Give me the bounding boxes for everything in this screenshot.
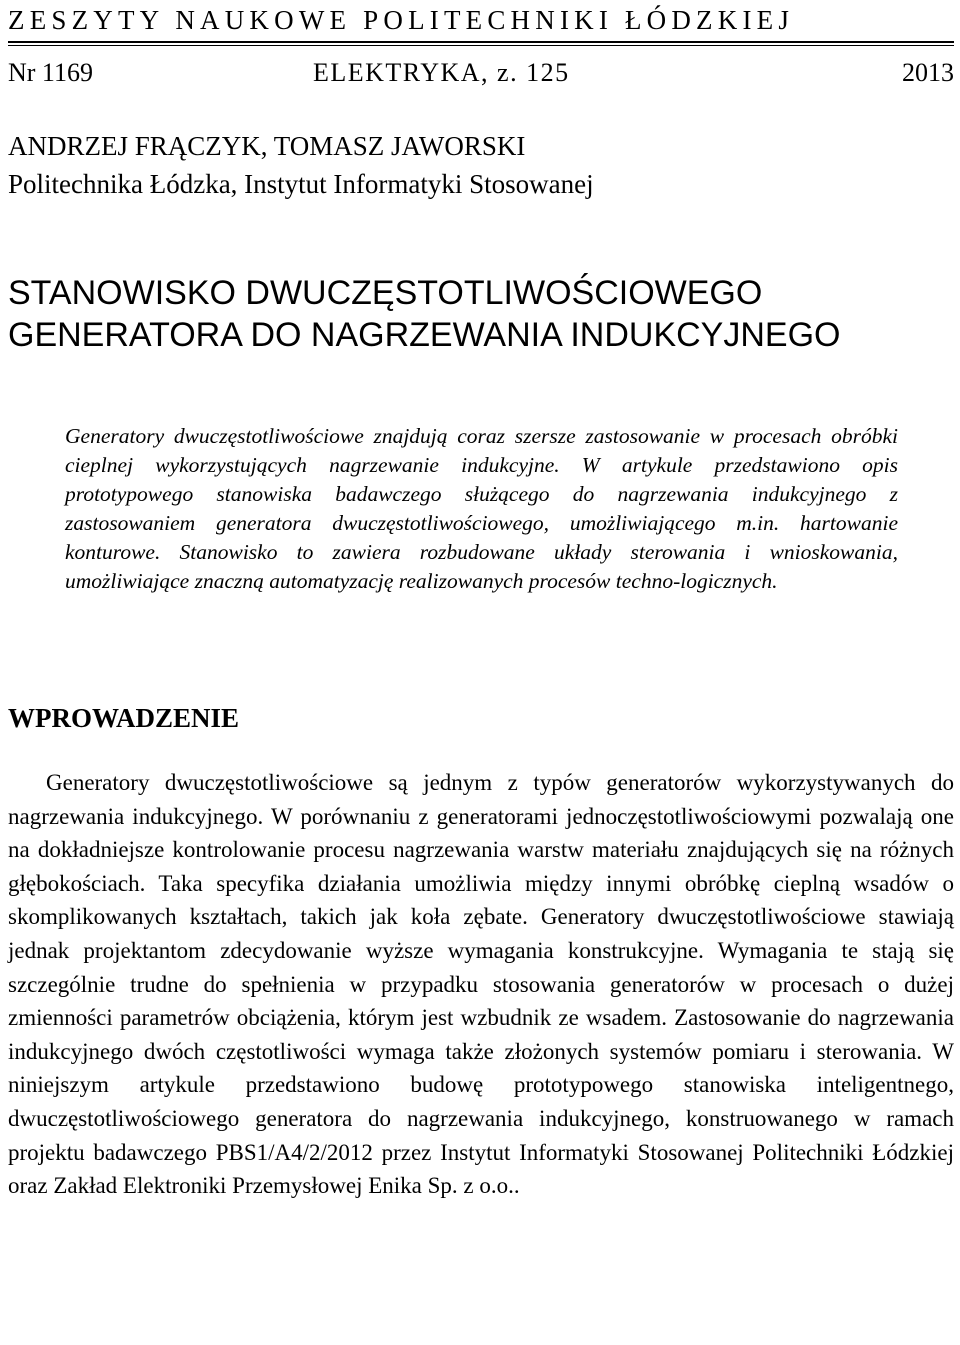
issue-year: 2013: [902, 58, 954, 87]
header-rule-thin: [8, 45, 954, 46]
paper-title-line-2: GENERATORA DO NAGRZEWANIA INDUKCYJNEGO: [8, 316, 841, 354]
journal-title: ZESZYTY NAUKOWE POLITECHNIKI ŁÓDZKIEJ: [8, 5, 795, 35]
issue-line: [8, 55, 954, 91]
section-heading: WPROWADZENIE: [8, 703, 240, 733]
section-body: [8, 766, 954, 1203]
paper-title: [8, 272, 958, 356]
header-rule-thick: [8, 41, 954, 43]
issue-number: Nr 1169: [8, 58, 93, 87]
abstract: [65, 422, 898, 596]
abstract-text: Generatory dwuczęstotliwościowe znajdują coraz szersze zastosowanie w procesach obróbki cieplnej wykorzystujących nagrzewanie indukcyjne. W artykule przedstawiono opis prototypowego stanowiska badawczego służącego do nagrzewania indukcyjnego z zastosowaniem generatora dwuczęstotliwościowego, umożliwiającego m.in. hartowanie konturowe. Stanowisko to zawiera rozbudowane układy sterowania i wnioskowania, umożliwiające znaczną automatyzację realizowanych procesów techno-logicznych.: [65, 424, 898, 593]
body-paragraph: Generatory dwuczęstotliwościowe są jednym z typów generatorów wykorzystywanych do nagrzewania indukcyjnego. W porównaniu z generatorami jednoczęstotliwościowymi pozwalają one na dokładniejsze kontrolowanie procesu nagrzewania warstw materiału znajdujących się na różnych głębokościach. Taka specyfika działania umożliwia między innymi obróbkę cieplną wsadów o skomplikowanych kształtach, takich jak koła zębate. Generatory dwuczęstotliwościowe stawiają jednak projektantom zdecydowanie wyższe wymagania konstrukcyjne. Wymagania te stają się szczególnie trudne do spełnienia w przypadku stosowania generatorów w procesach o dużej zmienności parametrów obciążenia, którym jest wzbudnik ze wsadem. Zastosowanie do nagrzewania indukcyjnego dwóch częstotliwości wymaga także złożonych systemów pomiaru i sterowania. W niniejszym artykule przedstawiono budowę prototypowego stanowiska inteligentnego, dwuczęstotliwościowego generatora do nagrzewania indukcyjnego, konstruowanego w ramach projektu badawczego PBS1/A4/2/2012 przez Instytut Informatyki Stosowanej Politechniki Łódzkiej oraz Zakład Elektroniki Przemysłowej Enika Sp. z o.o..: [8, 770, 954, 1199]
paper-title-line-1: STANOWISKO DWUCZĘSTOTLIWOŚCIOWEGO: [8, 274, 763, 312]
authors: ANDRZEJ FRĄCZYK, TOMASZ JAWORSKI: [8, 131, 526, 161]
affiliation: Politechnika Łódzka, Instytut Informatyki Stosowanej: [8, 169, 594, 199]
issue-series: ELEKTRYKA, z. 125: [313, 58, 570, 87]
